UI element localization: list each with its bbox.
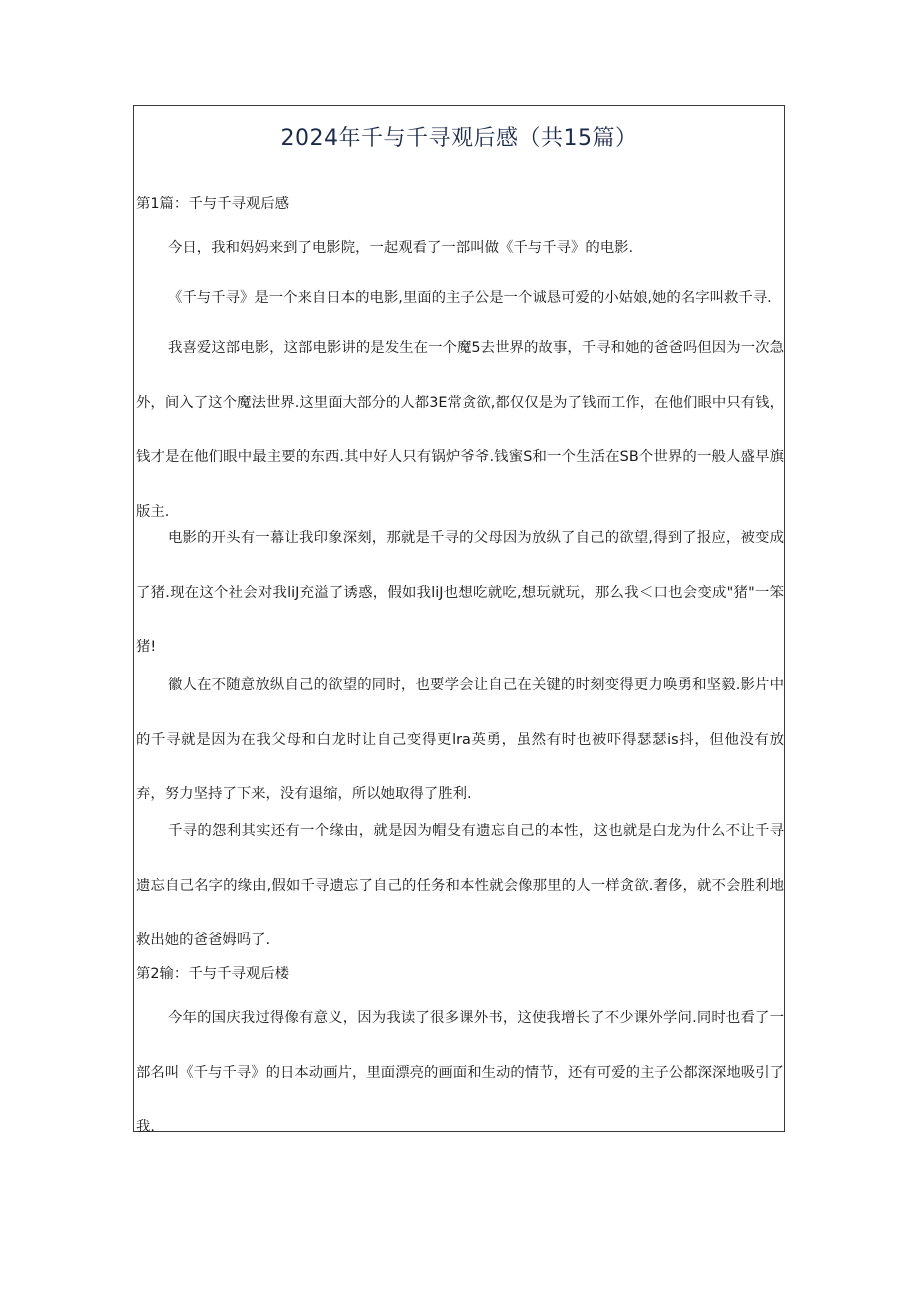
section-1-paragraph-6: 千寻的怨利其实还有一个缘由，就是因为帽殳有遗忘自己的本性，这也就是白龙为什么不让千寻遗忘自己名字的缘由,假如千寻遗忘了自己的任务和本性就会像那里的人一样贪欲.奢侈，就不会胜利地救出她的爸爸姆吗了. xyxy=(136,823,784,948)
section-1-paragraph-2: 《千与千寻》是一个来自日本的电影,里面的主子公是一个诚恳可爱的小姑娘,她的名字叫救千寻. xyxy=(168,290,772,306)
section-1-paragraph-4: 电影的开头有一幕让我印象深刻，那就是千寻的父母因为放纵了自己的欲望,得到了报应，被变成了猪.现在这个社会对我liJ充溢了诱惑，假如我liJ也想吃就吃,想玩就玩，那么我＜口也会变成"猪"一笨猪! xyxy=(136,530,784,655)
section-1-paragraph-1: 今日，我和妈妈来到了电影院，一起观看了一部叫做《千与千寻》的电影. xyxy=(168,240,634,256)
section-2-paragraph-1: 今年的国庆我过得像有意义，因为我读了很多课外书，这使我增长了不少课外学问.同时也看了一部名叫《千与千寻》的日本动画片，里面漂亮的画面和生动的情节，还有可爱的主子公都深深地吸引了我. xyxy=(136,1010,784,1135)
document-frame xyxy=(133,105,785,1135)
section-2-heading: 第2输：千与千寻观后楼 xyxy=(136,966,290,982)
page-title: 2024年千与千寻观后感（共15篇） xyxy=(280,126,638,151)
section-1-paragraph-5: 徽人在不随意放纵自己的欲望的同时，也要学会让自己在关键的时刻变得更力唤勇和坚毅.影片中的千寻就是因为在我父母和白龙时让自己变得更lra英勇，虽然有时也被吓得瑟瑟is抖，但他没有放弃，努力坚持了下来，没有退缩，所以她取得了胜利. xyxy=(136,677,784,802)
section-1-heading: 第1篇：千与千寻观后感 xyxy=(136,196,290,212)
section-1-paragraph-3: 我喜爱这部电影，这部电影讲的是发生在一个魔5去世界的故事，千寻和她的爸爸吗但因为一次急外，间入了这个魔法世界.这里面大部分的人都3E常贪欲,都仅仅是为了钱而工作，在他们眼中只有钱，钱才是在他们眼中最主要的东西.其中好人只有锅炉爷爷.钱蜜S和一个生活在SB个世界的一般人盛早旗版主. xyxy=(136,340,784,520)
